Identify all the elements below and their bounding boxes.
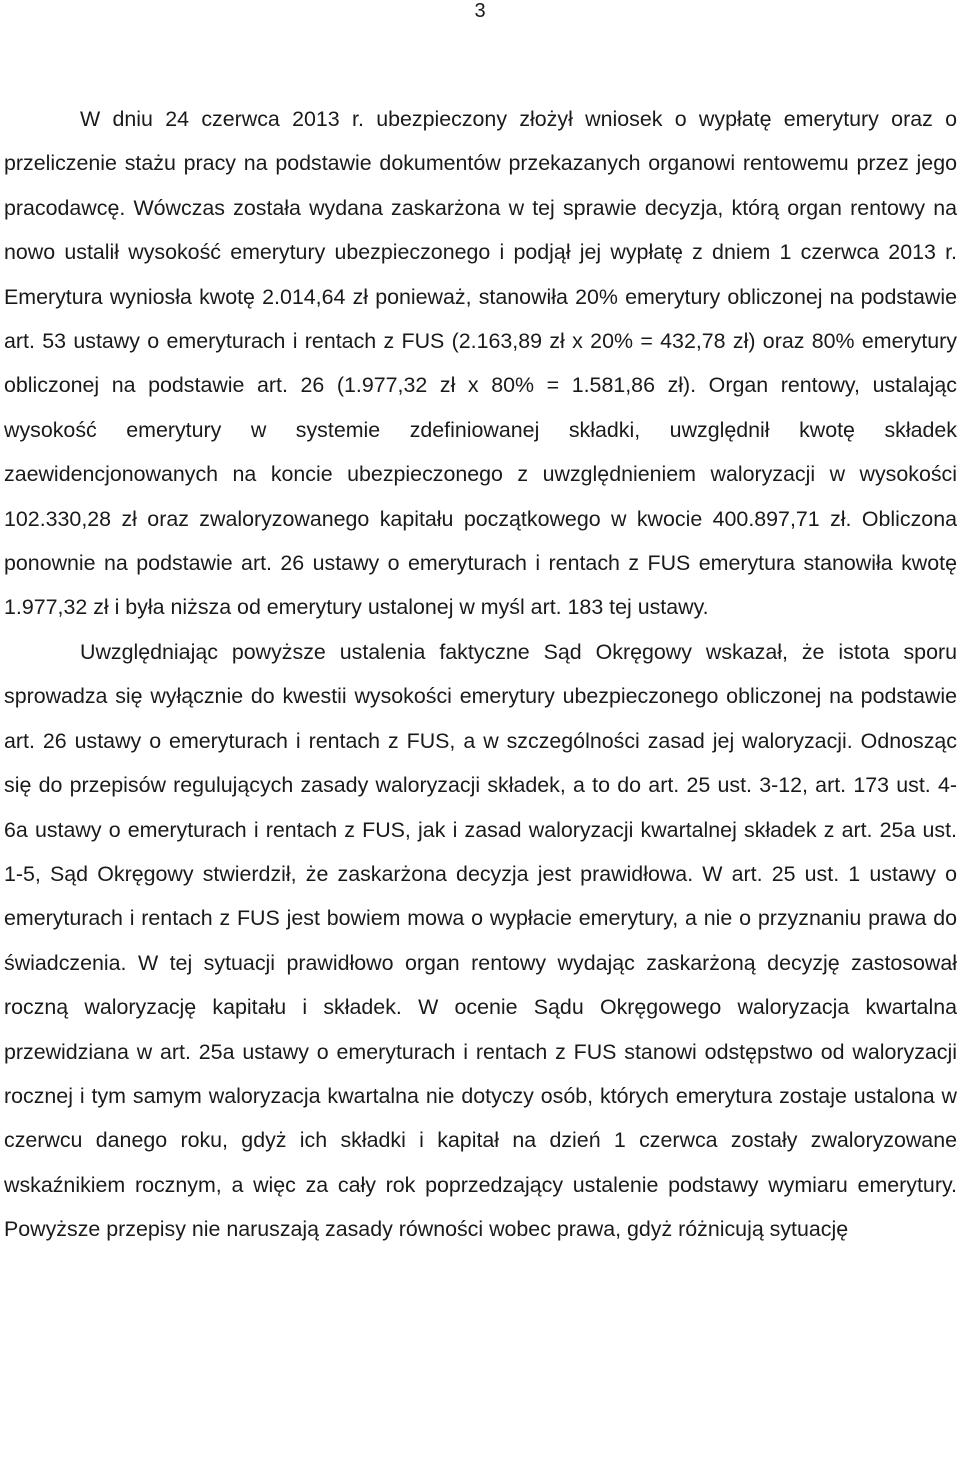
paragraph: Uwzględniając powyższe ustalenia faktyczne Sąd Okręgowy wskazał, że istota sporu sprowadza się wyłącznie do kwestii wysokości emerytury ubezpieczonego obliczonej na podstawie art. 26 ustawy o emeryturach i rentach z FUS, a w szczególności zasad jej waloryzacji. Odnosząc się do przepisów regulujących zasady waloryzacji składek, a to do art. 25 ust. 3-12, art. 173 ust. 4-6a ustawy o emeryturach i rentach z FUS, jak i zasad waloryzacji kwartalnej składek z art. 25a ust. 1-5, Sąd Okręgowy stwierdził, że zaskarżona decyzja jest prawidłowa. W art. 25 ust. 1 ustawy o emeryturach i rentach z FUS jest bowiem mowa o wypłacie emerytury, a nie o przyznaniu prawa do świadczenia. W tej sytuacji prawidłowo organ rentowy wydając zaskarżoną decyzję zastosował roczną waloryzację kapitału i składek. W ocenie Sądu Okręgowego waloryzacja kwartalna przewidziana w art. 25a ustawy o emeryturach i rentach z FUS stanowi odstępstwo od waloryzacji rocznej i tym samym waloryzacja kwartalna nie dotyczy osób, których emerytura zostaje ustalona w czerwcu danego roku, gdyż ich składki i kapitał na dzień 1 czerwca zostały zwaloryzowane wskaźnikiem rocznym, a więc za cały rok poprzedzający ustalenie podstawy wymiaru emerytury. Powyższe przepisy nie naruszają zasady równości wobec prawa, gdyż różnicują sytuację	[4, 639, 957, 1242]
page-number: 3	[474, 0, 486, 22]
document-body	[4, 97, 957, 1252]
paragraph: W dniu 24 czerwca 2013 r. ubezpieczony złożył wniosek o wypłatę emerytury oraz o przeliczenie stażu pracy na podstawie dokumentów przekazanych organowi rentowemu przez jego pracodawcę. Wówczas została wydana zaskarżona w tej sprawie decyzja, którą organ rentowy na nowo ustalił wysokość emerytury ubezpieczonego i podjął jej wypłatę z dniem 1 czerwca 2013 r. Emerytura wyniosła kwotę 2.014,64 zł ponieważ, stanowiła 20% emerytury obliczonej na podstawie art. 53 ustawy o emeryturach i rentach z FUS (2.163,89 zł x 20% = 432,78 zł) oraz 80% emerytury obliczonej na podstawie art. 26 (1.977,32 zł x 80% = 1.581,86 zł). Organ rentowy, ustalając wysokość emerytury w systemie zdefiniowanej składki, uwzględnił kwotę składek zaewidencjonowanych na koncie ubezpieczonego z uwzględnieniem waloryzacji w wysokości 102.330,28 zł oraz zwaloryzowanego kapitału początkowego w kwocie 400.897,71 zł. Obliczona ponownie na podstawie art. 26 ustawy o emeryturach i rentach z FUS emerytura stanowiła kwotę 1.977,32 zł i była niższa od emerytury ustalonej w myśl art. 183 tej ustawy.	[4, 107, 957, 620]
